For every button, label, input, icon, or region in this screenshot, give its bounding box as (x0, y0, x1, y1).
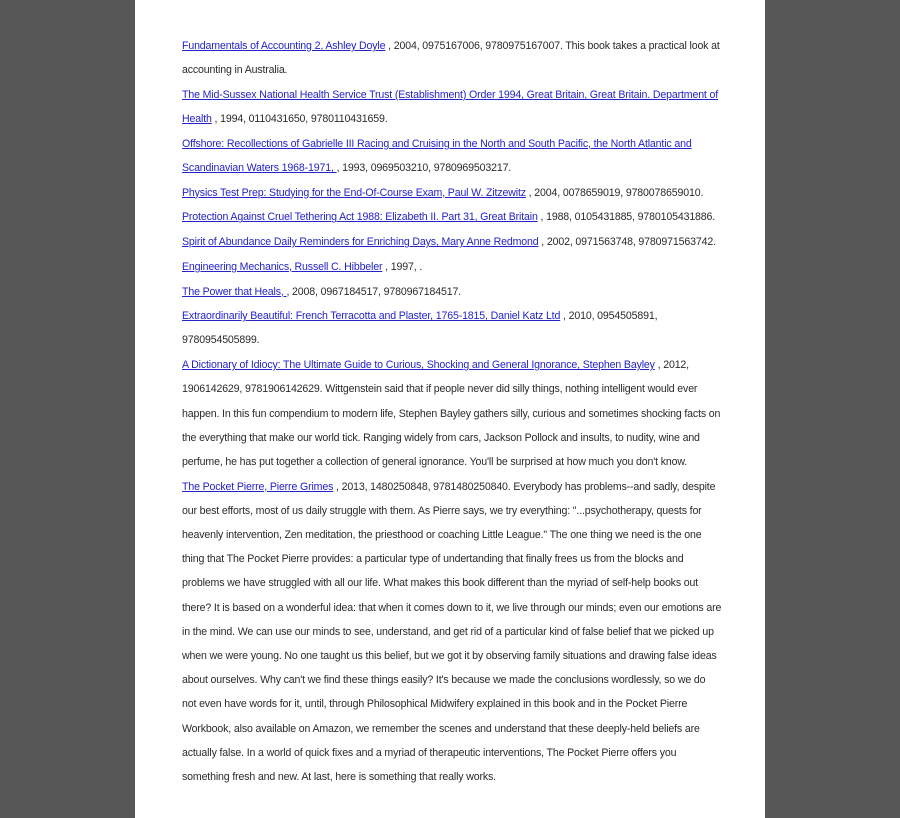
book-details: , 2002, 0971563748, 9780971563742. (538, 236, 716, 249)
book-details: , 1994, 0110431650, 9780110431659. (211, 113, 388, 126)
book-details: , 2004, 0078659019, 9780078659010. (525, 186, 704, 199)
book-link[interactable]: A Dictionary of Idiocy: The Ultimate Guide to Curious, Shocking and General Ignorance, Stephen Bayley (182, 359, 655, 372)
book-link[interactable]: Offshore: Recollections of Gabrielle III Racing and Cruising in the North and South Pacific, the North Atlantic and Scandinavian Waters 1968-1971, (182, 137, 692, 175)
book-details: , 1988, 0105431885, 9780105431886. (537, 211, 716, 224)
list-item (182, 304, 722, 352)
list-item (182, 353, 722, 474)
book-link[interactable]: The Power that Heals, (182, 285, 287, 298)
book-details: , 2012, 1906142629, 9781906142629. Wittgenstein said that if people never did silly things, nothing intelligent would ever happen. In this fun compendium to modern life, Stephen Bayley gathers silly, curious and sometimes shocking facts on the everything that make our world tick. Ranging widely from cars, Jackson Pollock and insults, to nudity, wine and perfume, he has put together a collection of general ignorance. You'll be surprised at how much you don't know. (182, 359, 721, 468)
list-item (182, 475, 722, 790)
book-link[interactable]: Physics Test Prep: Studying for the End-Of-Course Exam, Paul W. Zitzewitz (182, 186, 526, 199)
book-link[interactable]: Engineering Mechanics, Russell C. Hibbeler (182, 260, 383, 273)
book-link[interactable]: Extraordinarily Beautiful: French Terracotta and Plaster, 1765-1815, Daniel Katz Ltd (182, 310, 561, 323)
book-link[interactable]: The Mid-Sussex National Health Service Trust (Establishment) Order 1994, Great Britain, Great Britain. Department of Health (182, 88, 719, 126)
book-details: , 1997, . (382, 260, 423, 273)
book-details: , 2008, 0967184517, 9780967184517. (286, 285, 462, 298)
book-link[interactable]: Protection Against Cruel Tethering Act 1988: Elizabeth II. Part 31, Great Britain (182, 211, 538, 224)
list-item (182, 230, 722, 254)
book-link[interactable]: Spirit of Abundance Daily Reminders for Enriching Days, Mary Anne Redmond (182, 236, 539, 249)
book-details: , 2004, 0975167006, 9780975167007. This book takes a practical look at accounting in Australia. (182, 40, 720, 77)
book-details: , 2013, 1480250848, 9781480250840. Everybody has problems--and sadly, despite our best efforts, most of us daily struggle with them. As Pierre says, we try everything: "...psychotherapy, quests for heavenly intervention, Zen meditation, the priesthood or coaching Little League." The one thing we need is the one thing that The Pocket Pierre provides: a particular type of undertanding that finally frees us from the blocks and problems we have struggled with all our life. What makes this book different than the myriad of self-help books out there? It is based on a wonderful idea: that when it comes down to it, we live through our minds; even our emotions are in the mind. We can use our minds to see, understand, and get rid of a particular kind of false belief that we picked up when we were young. No one taught us this belief, but we got it by observing family situations and drawing false ideas about ourselves. Why can't we find these things easily? It's because we made the conclusions wordlessly, so we do not even have words for it, until, through Philosophical Midwifery explained in this book and in the Pocket Pierre Workbook, also available on Amazon, we remember the scenes and understand that these deeply-held beliefs are actually false. In a world of quick fixes and a myriad of therapeutic interventions, The Pocket Pierre offers you something fresh and new. At last, here is something that really works. (182, 480, 722, 784)
list-item (182, 34, 722, 82)
book-link[interactable]: Fundamentals of Accounting 2, Ashley Doyle (182, 40, 386, 52)
book-details: , 1993, 0969503210, 9780969503217. (336, 162, 512, 175)
list-item (182, 83, 722, 131)
book-details: , 2010, 0954505891, 9780954505899. (182, 310, 658, 347)
list-item (182, 205, 722, 229)
list-item (182, 181, 722, 205)
book-link[interactable]: The Pocket Pierre, Pierre Grimes (182, 480, 334, 493)
list-item (182, 280, 722, 304)
document-content (182, 34, 722, 790)
list-item (182, 255, 722, 279)
list-item (182, 132, 722, 180)
